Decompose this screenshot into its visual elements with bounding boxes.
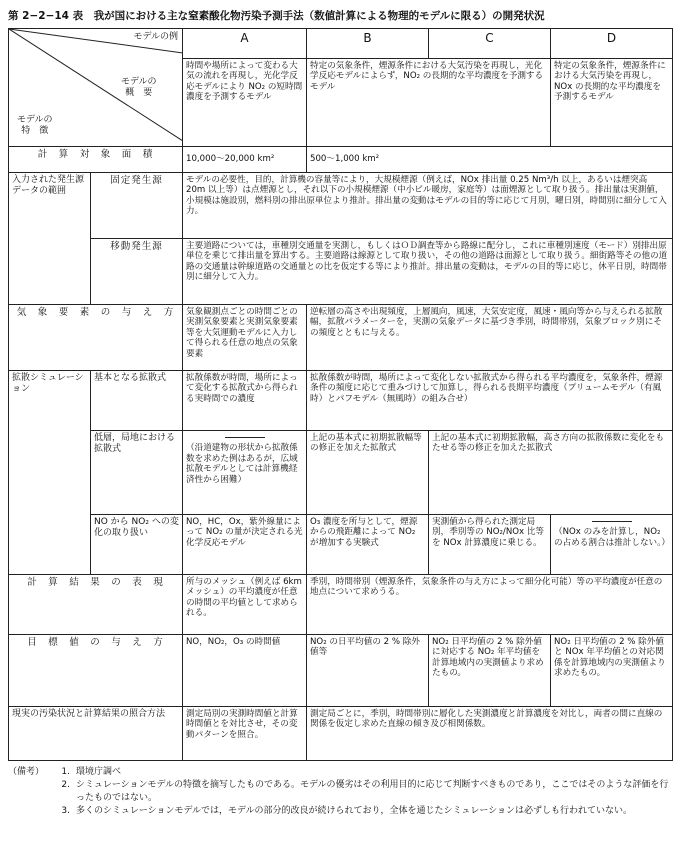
model-b-header: B <box>307 29 429 59</box>
diffusion-conversion-c: 実測値から得られた測定局別，季別等の NO₂/NOx 比等を NOx 計算濃度に乗じる。 <box>429 515 551 575</box>
note-text: シミュレーションモデルの特徴を摘写したものである。モデルの優劣はその利用目的に応じて判断すべきものであり，ここではそのような評価を行ったものではない。 <box>76 780 669 804</box>
diffusion-basic-bcd: 拡散係数が時間，場所によって変化しない拡散式から得られる平均濃度を，気象条件，煙源条件の頻度に応じて重みづけして加算し，得られる長期平均濃度（プリュームモデル（有風時）とパフモデル（無風時）の組み合せ） <box>307 371 673 431</box>
diffusion-group-label: 拡散シミュレーション <box>9 371 91 575</box>
diffusion-low-row <box>9 431 673 515</box>
overview-d: 特定の気象条件，煙源条件における大気汚染を再現し，NOx の長期的な平均濃度を予測するモデル <box>551 59 673 147</box>
target-row <box>9 635 673 707</box>
diffusion-low-a <box>183 431 307 515</box>
diffusion-low-a-text: （沿道建物の形状から拡散係数を求めた例はあるが，広域拡散モデルとしては計算機経済性から困難） <box>186 443 298 485</box>
result-row <box>9 575 673 635</box>
fixed-source-row <box>9 173 673 239</box>
note-item <box>8 779 672 805</box>
note-item <box>8 766 672 779</box>
result-bcd: 季別，時間帯別（煙源条件，気象条件の与え方によって細分化可能）等の平均濃度が任意の地点について求めうる。 <box>307 575 673 635</box>
diffusion-conversion-a: NO，HC，Ox，紫外線量によって NO₂ の量が決定される光化学反応モデル <box>183 515 307 575</box>
target-b: NO₂ の日平均値の 2 % 除外値等 <box>307 635 429 707</box>
note-text: 環境庁調べ <box>76 767 122 777</box>
comparison-table <box>8 28 673 761</box>
area-bcd: 500〜1,000 km² <box>307 147 673 173</box>
diffusion-low-b: 上記の基本式に初期拡散幅等の修正を加えた拡散式 <box>307 431 429 515</box>
target-d: NO₂ 日平均値の 2 % 除外値と NOx 年平均値との対応関係を計算地域内の実測値より求めたもの。 <box>551 635 673 707</box>
diffusion-basic-a: 拡散係数が時間，場所によって変化する拡散式から得られる実時間での濃度 <box>183 371 307 431</box>
weather-row <box>9 305 673 371</box>
mobile-source-label: 移動発生源 <box>91 239 183 305</box>
note-number: 2. <box>61 780 70 791</box>
area-label: 計 算 対 象 面 積 <box>9 147 183 173</box>
compare-label: 現実の汚染状況と計算結果の照合方法 <box>9 707 183 761</box>
mobile-source-row <box>9 239 673 305</box>
area-a: 10,000〜20,000 km² <box>183 147 307 173</box>
result-label: 計 算 結 果 の 表 現 <box>9 575 183 635</box>
result-a: 所与のメッシュ（例えば 6km メッシュ）の平均濃度が任意の時間の平均値として求められる。 <box>183 575 307 635</box>
dash-mark <box>592 521 632 522</box>
note-number: 3. <box>61 806 70 817</box>
fixed-source-label: 固定発生源 <box>91 173 183 239</box>
model-d-header: D <box>551 29 673 59</box>
diffusion-low-label: 低層，局地における拡散式 <box>91 431 183 515</box>
compare-row <box>9 707 673 761</box>
note-number: 1. <box>61 767 70 777</box>
area-row <box>9 147 673 173</box>
mobile-source-text: 主要道路については，車種別交通量を実測し，もしくはＯＤ調査等から路線に配分し，これに車種別速度（モード）別排出原単位を乗じて排出量を算出する。主要道路は線源として取り扱い，その他の道路は面源として取り扱う。細街路等その他の道路の交通量は幹線道路の交通量との比を仮定する等により推計。排出量の変動は，モデルの目的等に応じ，休平日別，時間帯別に細分して入力。 <box>183 239 673 305</box>
fixed-source-text: モデルの必要性，目的，計算機の容量等により，大規模煙源（例えば，NOx 排出量 0.25 Nm³/h 以上，あるいは煙突高 20m 以上等）は点煙源とし，それ以下の小規模煙源（中小ビル暖房，家庭等）は面煙源として取り扱う。排出量は実測値，小規模は施設別，燃料別の排出原単位より推計。排出量の変動はモデルの目的等に応じて月別，曜日別，時間別に細分して入力。 <box>183 173 673 239</box>
diffusion-conversion-b: O₃ 濃度を所与として，煙源からの飛距離によって NO₂ が増加する実験式 <box>307 515 429 575</box>
overview-a: 時間や場所によって変わる大気の流れを再現し，光化学反応モデルにより NO₂ の短時間濃度を予測するモデル <box>183 59 307 147</box>
diffusion-low-cd: 上記の基本式に初期拡散幅，高さ方向の拡散係数に変化をもたせる等の修正を加えた拡散式 <box>429 431 673 515</box>
dash-mark <box>225 437 265 438</box>
compare-bcd: 測定局ごとに，季別，時間帯別に層化した実測濃度と計算濃度を対比し，両者の間に直線の関係を仮定し求めた直線の傾き及び相関係数。 <box>307 707 673 761</box>
target-label: 目 標 値 の 与 え 方 <box>9 635 183 707</box>
corner-features-label: モデルの 特 徴 <box>17 115 53 136</box>
diffusion-conversion-label: NO から NO₂ への変化の取り扱い <box>91 515 183 575</box>
weather-bcd: 逆転層の高さや出現頻度，上層風向，風速，大気安定度，風速・風向等から与えられる拡散幅，拡散パラメーターを，実測の気象データに基づき季別，時間帯別，気象ブロック別にその頻度とともに与える。 <box>307 305 673 371</box>
diffusion-basic-row <box>9 371 673 431</box>
target-a: NO，NO₂，O₃ の時間値 <box>183 635 307 707</box>
notes <box>8 766 672 818</box>
model-c-header: C <box>429 29 551 59</box>
diffusion-conversion-d-text: （NOx のみを計算し，NO₂ の占める割合は推計しない。） <box>554 527 671 548</box>
note-text: 多くのシミュレーションモデルでは，モデルの部分的改良が続けられており，全体を通じたシミュレーションは必ずしも行われていない。 <box>76 806 633 817</box>
weather-label: 気 象 要 素 の 与 え 方 <box>9 305 183 371</box>
weather-a: 気象観測点ごとの時間ごとの実測気象要素と実測気象要素等を大気運動モデルに入力して得られる任意の地点の気象要素 <box>183 305 307 371</box>
header-row <box>9 29 673 59</box>
overview-bc: 特定の気象条件，煙源条件における大気汚染を再現し，光化学反応モデルによらず，NO₂ の長期的な平均濃度を予測するモデル <box>307 59 551 147</box>
corner-overview-label: モデルの 概 要 <box>121 77 157 98</box>
header-corner <box>9 29 183 147</box>
source-group-label: 入力された発生源データの範囲 <box>9 173 91 305</box>
diffusion-basic-label: 基本となる拡散式 <box>91 371 183 431</box>
note-item <box>8 805 672 818</box>
target-c: NO₂ 日平均値の 2 % 除外値に対応する NO₂ 年平均値を計算地域内の実測値より求めたもの。 <box>429 635 551 707</box>
corner-example-label: モデルの例 <box>133 32 178 42</box>
model-a-header: A <box>183 29 307 59</box>
diffusion-conversion-d <box>551 515 673 575</box>
diffusion-conversion-row <box>9 515 673 575</box>
notes-head: （備考） <box>8 767 45 777</box>
compare-a: 測定局別の実測時間値と計算時間値とを対比させ，その変動パターンを照合。 <box>183 707 307 761</box>
table-title: 第 2−2−14 表 我が国における主な窒素酸化物汚染予測手法（数値計算による物理的モデルに限る）の開発状況 <box>8 10 545 22</box>
